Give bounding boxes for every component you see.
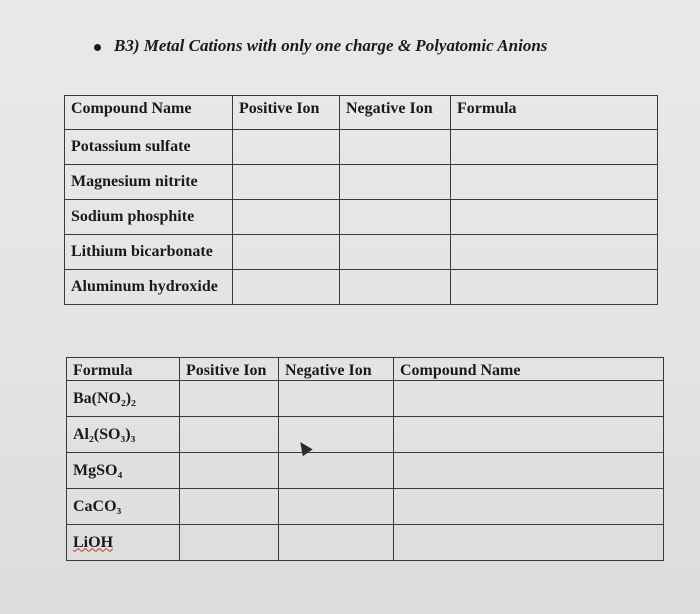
table-row [67, 381, 664, 417]
table-row [65, 270, 658, 305]
compound-name-cell: Lithium bicarbonate [65, 235, 233, 270]
table-row [67, 525, 664, 561]
negative-ion-answer-cell[interactable] [340, 235, 451, 270]
compound-name-answer-cell[interactable] [394, 381, 664, 417]
negative-ion-answer-cell[interactable] [279, 453, 394, 489]
negative-ion-answer-cell[interactable] [279, 381, 394, 417]
table-row [67, 453, 664, 489]
table-header-row [67, 358, 664, 381]
formula-answer-cell[interactable] [451, 270, 658, 305]
table-row [65, 165, 658, 200]
positive-ion-answer-cell[interactable] [233, 200, 340, 235]
negative-ion-answer-cell[interactable] [279, 489, 394, 525]
header-formula: Formula [451, 96, 658, 130]
header-compound-name: Compound Name [394, 358, 664, 381]
compound-name-answer-cell[interactable] [394, 489, 664, 525]
positive-ion-answer-cell[interactable] [233, 165, 340, 200]
compound-name-answer-cell[interactable] [394, 453, 664, 489]
formula-table [66, 357, 664, 561]
formula-cell: Ba(NO₂)₂ [67, 381, 180, 417]
header-formula: Formula [67, 358, 180, 381]
positive-ion-answer-cell[interactable] [233, 235, 340, 270]
table-row [65, 200, 658, 235]
formula-answer-cell[interactable] [451, 130, 658, 165]
header-positive-ion: Positive Ion [180, 358, 279, 381]
formula-answer-cell[interactable] [451, 200, 658, 235]
formula-cell [67, 525, 180, 561]
positive-ion-answer-cell[interactable] [233, 270, 340, 305]
compound-name-cell: Magnesium nitrite [65, 165, 233, 200]
positive-ion-answer-cell[interactable] [180, 489, 279, 525]
header-positive-ion: Positive Ion [233, 96, 340, 130]
positive-ion-answer-cell[interactable] [180, 381, 279, 417]
positive-ion-answer-cell[interactable] [180, 417, 279, 453]
compound-name-table [64, 95, 658, 305]
formula-cell: Al₂(SO₃)₃ [67, 417, 180, 453]
header-compound-name: Compound Name [65, 96, 233, 130]
compound-name-answer-cell[interactable] [394, 417, 664, 453]
negative-ion-answer-cell[interactable] [279, 525, 394, 561]
compound-name-cell: Aluminum hydroxide [65, 270, 233, 305]
header-negative-ion: Negative Ion [279, 358, 394, 381]
formula-text: LiOH [73, 533, 114, 551]
table-row [67, 417, 664, 453]
bullet-icon [94, 44, 101, 51]
positive-ion-answer-cell[interactable] [180, 525, 279, 561]
heading-text: B3) Metal Cations with only one charge & Polyatomic Anions [114, 36, 548, 55]
formula-cell: CaCO₃ [67, 489, 180, 525]
positive-ion-answer-cell[interactable] [180, 453, 279, 489]
compound-name-cell: Sodium phosphite [65, 200, 233, 235]
negative-ion-answer-cell[interactable] [340, 270, 451, 305]
compound-name-cell: Potassium sulfate [65, 130, 233, 165]
negative-ion-answer-cell[interactable] [340, 130, 451, 165]
formula-answer-cell[interactable] [451, 235, 658, 270]
table-row [65, 130, 658, 165]
formula-cell: MgSO₄ [67, 453, 180, 489]
table-header-row [65, 96, 658, 130]
compound-name-answer-cell[interactable] [394, 525, 664, 561]
header-negative-ion: Negative Ion [340, 96, 451, 130]
table-row [65, 235, 658, 270]
formula-answer-cell[interactable] [451, 165, 658, 200]
negative-ion-answer-cell[interactable] [340, 200, 451, 235]
positive-ion-answer-cell[interactable] [233, 130, 340, 165]
negative-ion-answer-cell[interactable] [340, 165, 451, 200]
table-row [67, 489, 664, 525]
